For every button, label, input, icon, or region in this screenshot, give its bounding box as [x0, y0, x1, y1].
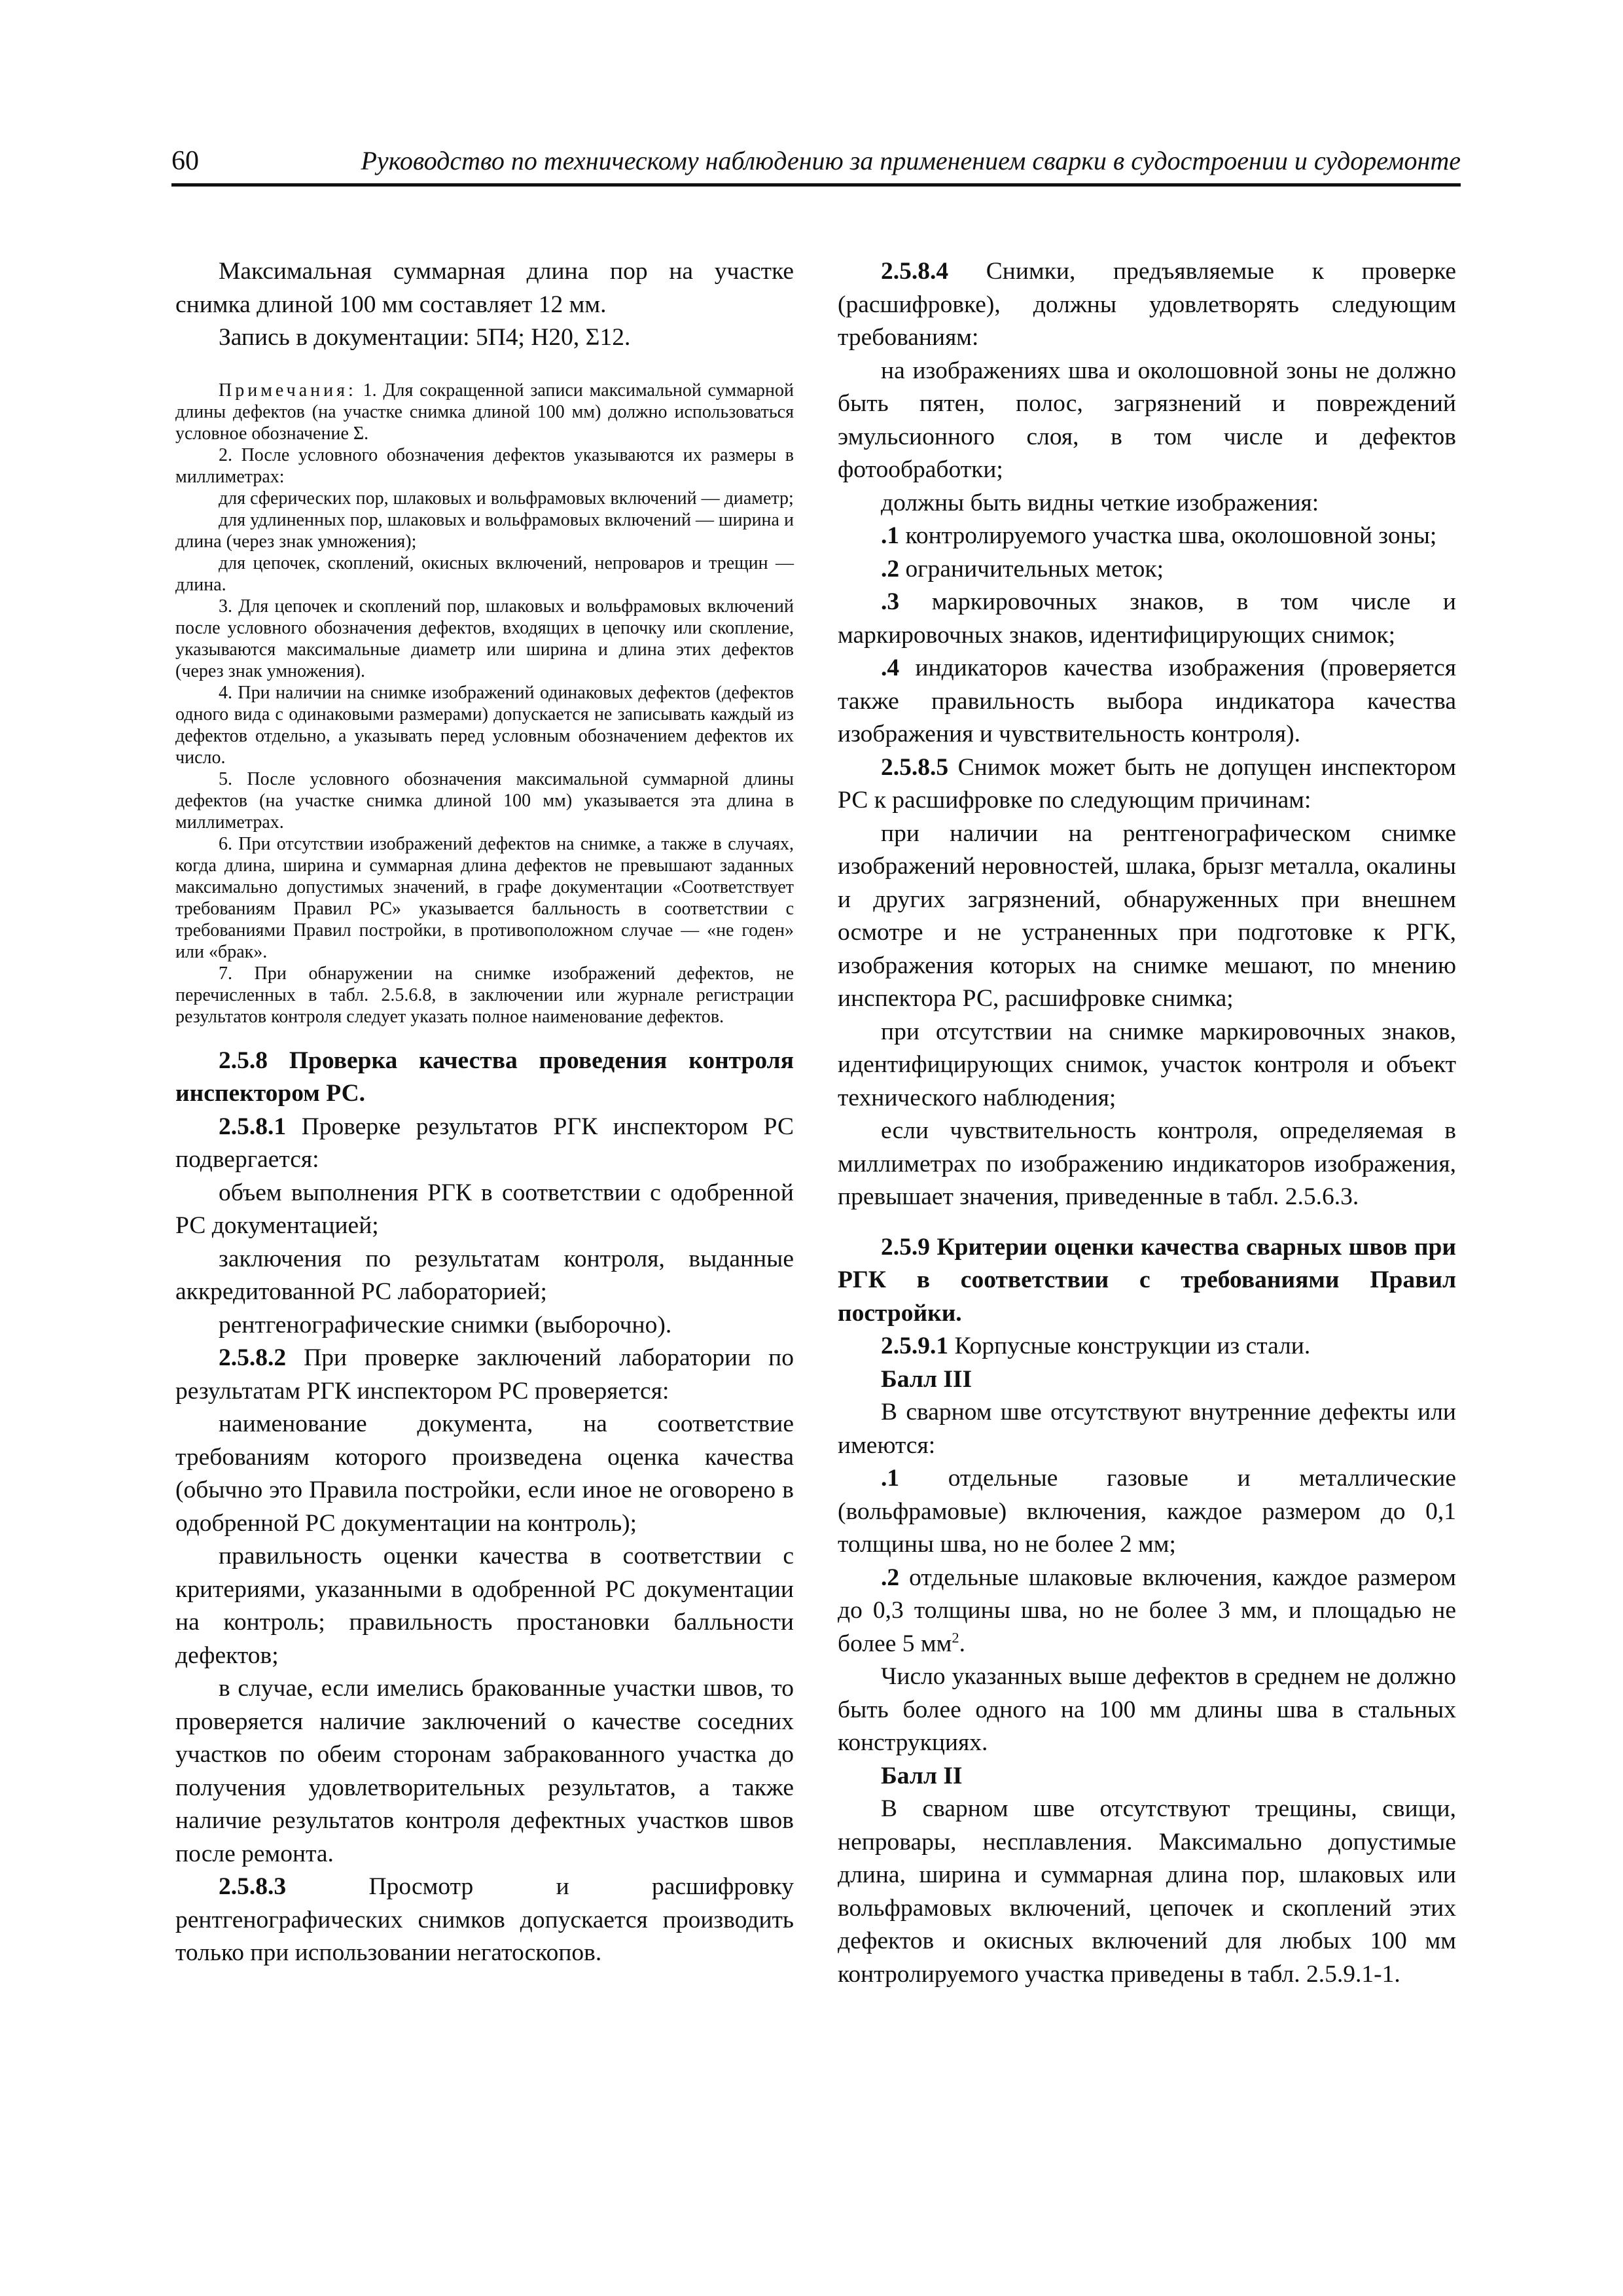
- grade-3-heading: Балл III: [881, 1365, 972, 1393]
- note-7: 7. При обнаружении на снимке изображений дефектов, не перечисленных в табл. 2.5.6.8, в заключении или журнале регистрации результатов контроля следует указать полное наименование дефектов.: [175, 963, 794, 1027]
- paragraph: В сварном шве отсутствуют трещины, свищи, непровары, несплавления. Максимально допустимые длина, ширина и суммарная длина пор, шлаковых или вольфрамовых включений, цепочек и скоплений этих дефектов и окисных включений для любых 100 мм контролируемого участка приведены в табл. 2.5.9.1-1.: [838, 1795, 1456, 1988]
- list-item: .2 ограничительных меток;: [881, 555, 1164, 583]
- note-2: 2. После условного обозначения дефектов указываются их размеры в миллиметрах:: [175, 444, 794, 487]
- section-heading-2-5-9: 2.5.9 Критерии оценки качества сварных швов при РГК в соответствии с требованиями Правил постройки.: [838, 1233, 1456, 1327]
- list-item: при наличии на рентгенографическом снимке изображений неровностей, шлака, брызг металла, окалины и других загрязнений, обнаруженных при внешнем осмотре и не устраненных при подготовке к РГК, изображения которых на снимке мешают, по мнению инспектора РС, расшифровке снимка;: [838, 819, 1456, 1012]
- list-item: объем выполнения РГК в соответствии с одобренной РС документацией;: [175, 1179, 794, 1239]
- note-2c: для цепочек, скоплений, окисных включений, непроваров и трещин — длина.: [175, 552, 794, 595]
- note-3: 3. Для цепочек и скоплений пор, шлаковых и вольфрамовых включений после условного обозначения дефектов, входящих в цепочку или скопление, указываются максимальные диаметр или ширина и длина этих дефектов (через знак умножения).: [175, 596, 794, 681]
- list-item: должны быть видны четкие изображения:: [881, 489, 1319, 516]
- note-5: 5. После условного обозначения максимальной суммарной длины дефектов (на участке снимка длиной 100 мм) указывается эта длина в миллиметрах.: [175, 768, 794, 833]
- paragraph: Запись в документации: 5П4; Н20, Σ12.: [219, 324, 631, 351]
- list-item: заключения по результатам контроля, выданные аккредитованной РС лабораторией;: [175, 1245, 794, 1305]
- note-1: Примечания: 1. Для сокращенной записи максимальной суммарной длины дефектов (на участке снимка длиной 100 мм) должно использоваться условное обозначение Σ.: [175, 380, 794, 444]
- page-number: 60: [171, 146, 199, 176]
- paragraph: Число указанных выше дефектов в среднем не должно быть более одного на 100 мм длины шва в стальных конструкциях.: [838, 1663, 1456, 1756]
- list-item: .1 контролируемого участка шва, околошовной зоны;: [881, 522, 1437, 549]
- grade-2-heading: Балл II: [881, 1762, 963, 1789]
- paragraph: В сварном шве отсутствуют внутренние дефекты или имеются:: [838, 1399, 1456, 1459]
- paragraph: Максимальная суммарная длина пор на участке снимка длиной 100 мм составляет 12 мм.: [175, 258, 794, 318]
- list-item: .1 отдельные газовые и металлические (вольфрамовые) включения, каждое размером до 0,1 толщины шва, но не более 2 мм;: [838, 1465, 1456, 1558]
- section-2-5-8-1: 2.5.8.1 Проверке результатов РГК инспектором РС подвергается:: [175, 1113, 794, 1173]
- section-2-5-8-3: 2.5.8.3 Просмотр и расшифровку рентгенографических снимков допускается производить только при использовании негатоскопов.: [175, 1873, 794, 1966]
- list-item: .3 маркировочных знаков, в том числе и маркировочных знаков, идентифицирующих снимок;: [838, 588, 1456, 649]
- running-title: Руководство по техническому наблюдению за применением сварки в судостроении и судоремонте: [361, 146, 1461, 175]
- section-2-5-9-1: 2.5.9.1 Корпусные конструкции из стали.: [881, 1333, 1311, 1359]
- right-column: [838, 255, 1456, 1991]
- list-item: правильность оценки качества в соответствии с критериями, указанными в одобренной РС документации на контроль; правильность простановки балльности дефектов;: [175, 1543, 794, 1669]
- page-header: [171, 144, 1461, 187]
- note-6: 6. При отсутствии изображений дефектов на снимке, а также в случаях, когда длина, ширина и суммарная длина дефектов не превышают заданных максимально допустимых значений, в графе документации «Соответствует требованиям Правил РС» указывается балльность в соответствии с требованиями Правил постройки, в противоположном случае — «не годен» или «брак».: [175, 833, 794, 962]
- list-item: наименование документа, на соответствие требованиям которого произведена оценка качества (обычно это Правила постройки, если иное не оговорено в одобренной РС документации на контроль);: [175, 1410, 794, 1537]
- section-2-5-8-4: 2.5.8.4 Снимки, предъявляемые к проверке (расшифровке), должны удовлетворять следующим требованиям:: [838, 258, 1456, 351]
- notes-block: [175, 380, 794, 1028]
- section-2-5-8-2: 2.5.8.2 При проверке заключений лаборатории по результатам РГК инспектором РС проверяется:: [175, 1344, 794, 1405]
- section-heading-2-5-8: 2.5.8 Проверка качества проведения контроля инспектором РС.: [175, 1047, 794, 1107]
- list-item: при отсутствии на снимке маркировочных знаков, идентифицирующих снимок, участок контроля и объект технического наблюдения;: [838, 1018, 1456, 1111]
- list-item: .4 индикаторов качества изображения (проверяется также правильность выбора индикатора качества изображения и чувствительность контроля).: [838, 655, 1456, 747]
- list-item: .2 отдельные шлаковые включения, каждое размером до 0,3 толщины шва, но не более 3 мм, и площадью не более 5 $мм^2$.: [838, 1564, 1456, 1657]
- left-column: [175, 255, 794, 1970]
- list-item: рентгенографические снимки (выборочно).: [219, 1311, 672, 1338]
- list-item: если чувствительность контроля, определяемая в миллиметрах по изображению индикаторов изображения, превышает значения, приведенные в табл. 2.5.6.3.: [838, 1117, 1456, 1210]
- list-item: на изображениях шва и околошовной зоны не должно быть пятен, полос, загрязнений и повреждений эмульсионного слоя, в том числе и дефектов фотообработки;: [838, 357, 1456, 483]
- note-2a: для сферических пор, шлаковых и вольфрамовых включений — диаметр;: [219, 488, 794, 509]
- note-4: 4. При наличии на снимке изображений одинаковых дефектов (дефектов одного вида с одинаковыми размерами) допускается не записывать каждый из дефектов отдельно, а указывать перед условным обозначением дефектов их число.: [175, 682, 794, 768]
- section-2-5-8-5: 2.5.8.5 Снимок может быть не допущен инспектором РС к расшифровке по следующим причинам:: [838, 753, 1456, 814]
- list-item: в случае, если имелись бракованные участки швов, то проверяется наличие заключений о качестве соседних участков по обеим сторонам забракованного участка до получения удовлетворительных результатов, а также наличие результатов контроля дефектных участков швов после ремонта.: [175, 1675, 794, 1867]
- notes-label: Примечания:: [219, 380, 357, 401]
- note-2b: для удлиненных пор, шлаковых и вольфрамовых включений — ширина и длина (через знак умножения);: [175, 509, 794, 552]
